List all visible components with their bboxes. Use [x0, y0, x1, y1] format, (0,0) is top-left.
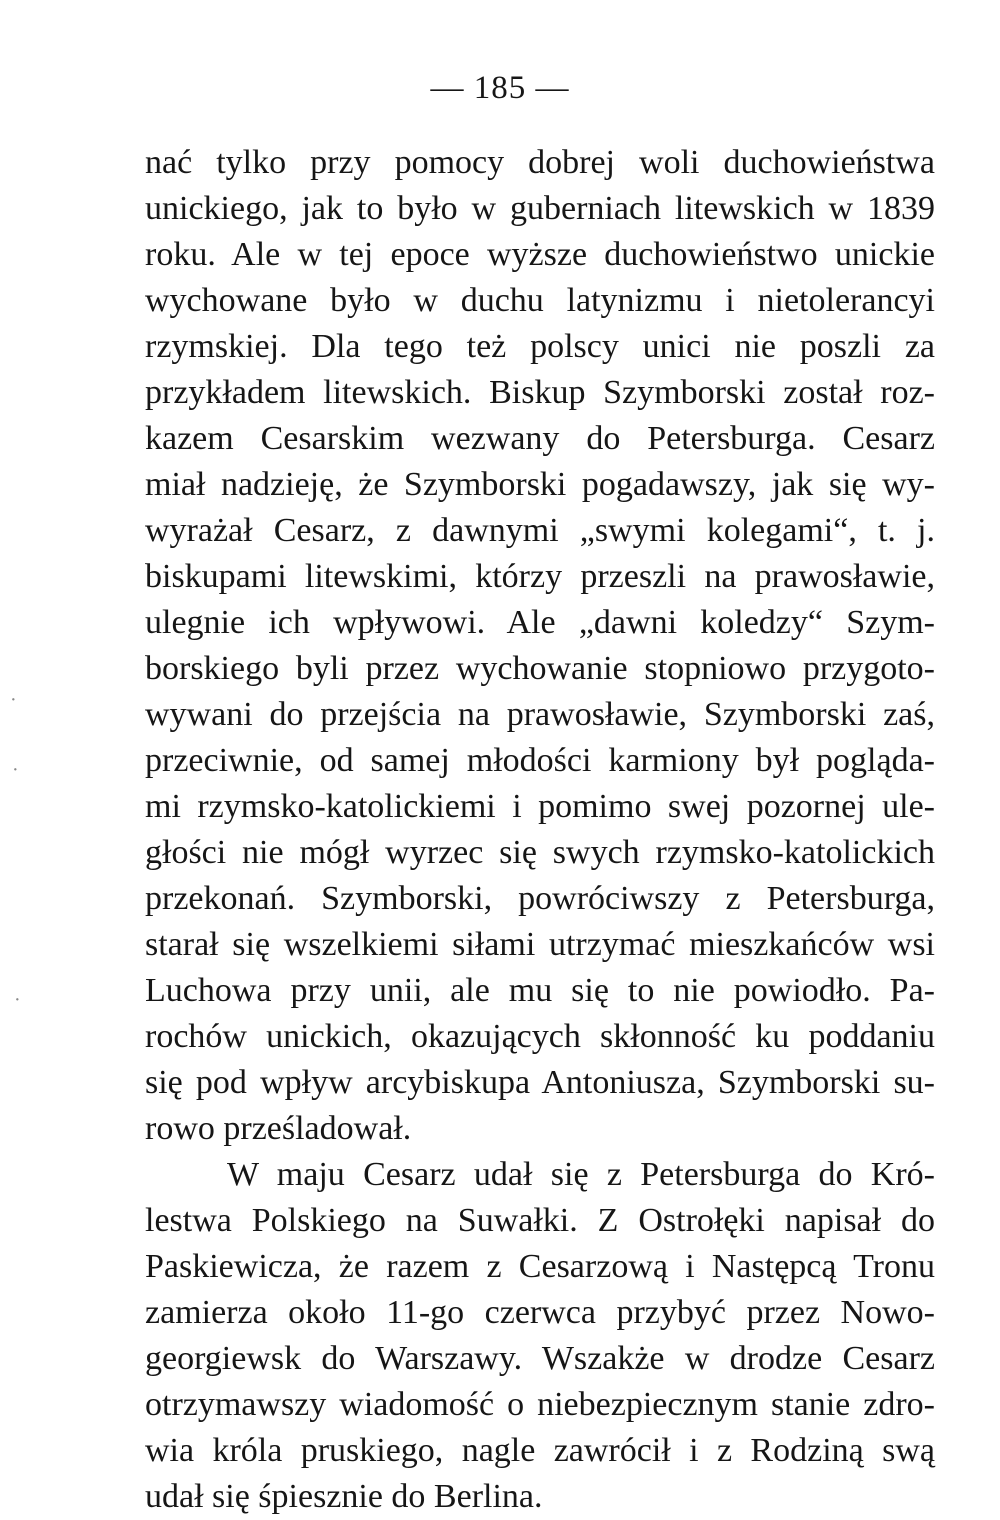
text-line: wyrażał Cesarz, z dawnymi „swymi kolegami“, t. j. [145, 512, 935, 549]
text-line: głości nie mógł wyrzec się swych rzymsko-katolickich [145, 834, 935, 871]
text-line: rowo prześladował. [145, 1110, 412, 1147]
text-line: borskiego byli przez wychowanie stopniowo przygoto- [145, 650, 935, 687]
text-line: zamierza około 11-go czerwca przybyć przez Nowo- [145, 1294, 935, 1331]
text-line: rochów unickich, okazujących skłonność ku poddaniu [145, 1018, 935, 1055]
text-line: kazem Cesarskim wezwany do Petersburga. Cesarz [145, 420, 935, 457]
text-line: się pod wpływ arcybiskupa Antoniusza, Szymborski su- [145, 1064, 935, 1101]
text-line: W maju Cesarz udał się z Petersburga do Kró- [227, 1156, 935, 1193]
text-line: lestwa Polskiego na Suwałki. Z Ostrołęki napisał do [145, 1202, 935, 1239]
text-line: mi rzymsko-katolickiemi i pomimo swej pozornej ule- [145, 788, 935, 825]
text-line: przekonań. Szymborski, powróciwszy z Petersburga, [145, 880, 935, 917]
scan-speck: · [10, 689, 17, 711]
text-line: otrzymawszy wiadomość o niebezpiecznym stanie zdro- [145, 1386, 935, 1423]
text-line: wia króla pruskiego, nagle zawrócił i z Rodziną swą [145, 1432, 935, 1469]
text-line: przykładem litewskich. Biskup Szymborski został roz- [145, 374, 935, 411]
scan-speck: · [14, 989, 21, 1011]
scan-speck: · [12, 759, 19, 781]
page-number: — 185 — [430, 70, 570, 106]
text-line: nać tylko przy pomocy dobrej woli duchowieństwa [145, 144, 935, 181]
text-line: wywani do przejścia na prawosławie, Szymborski zaś, [145, 696, 935, 733]
text-line: biskupami litewskimi, którzy przeszli na prawosławie, [145, 558, 935, 595]
text-line: starał się wszelkiemi siłami utrzymać mieszkańców wsi [145, 926, 935, 963]
text-line: przeciwnie, od samej młodości karmiony był pogląda- [145, 742, 935, 779]
text-line: miał nadzieję, że Szymborski pogadawszy, jak się wy- [145, 466, 935, 503]
text-line: unickiego, jak to było w guberniach litewskich w 1839 [145, 190, 935, 227]
text-line: Paskiewicza, że razem z Cesarzową i Następcą Tronu [145, 1248, 935, 1285]
text-line: ulegnie ich wpływowi. Ale „dawni koledzy“ Szym- [145, 604, 935, 641]
text-line: udał się śpiesznie do Berlina. [145, 1478, 543, 1515]
text-line: roku. Ale w tej epoce wyższe duchowieństwo unickie [145, 236, 935, 273]
text-line: wychowane było w duchu latynizmu i nietolerancyi [145, 282, 935, 319]
body-text [145, 140, 935, 1520]
text-line: rzymskiej. Dla tego też polscy unici nie poszli za [145, 328, 935, 365]
text-line: georgiewsk do Warszawy. Wszakże w drodze Cesarz [145, 1340, 935, 1377]
text-line: Luchowa przy unii, ale mu się to nie powiodło. Pa- [145, 972, 935, 1009]
